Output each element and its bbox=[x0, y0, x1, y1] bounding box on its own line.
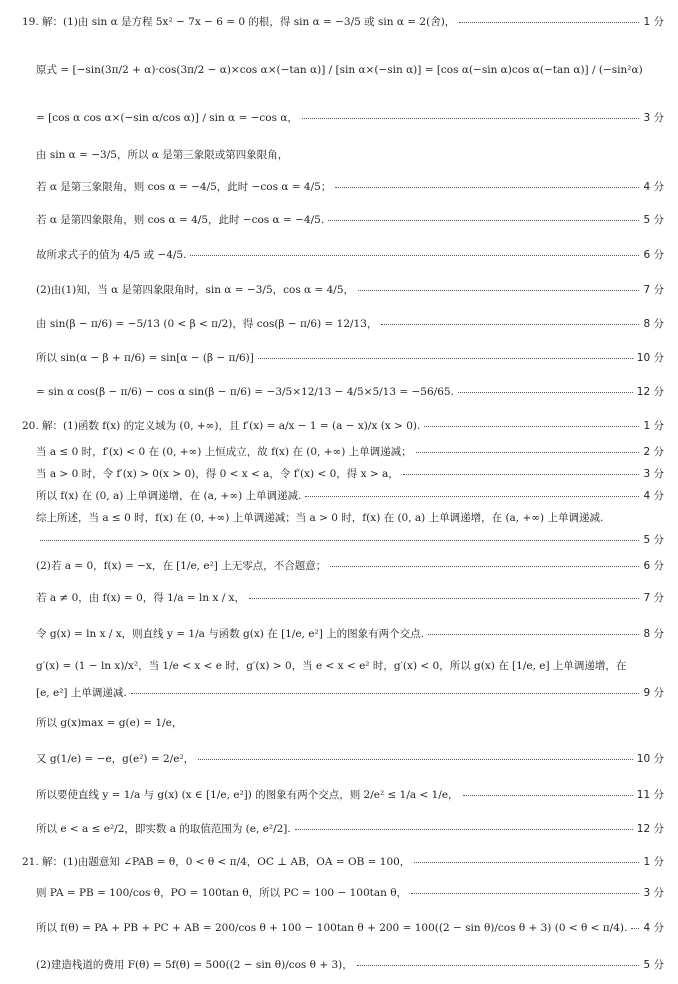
solution-text: 当 a ≤ 0 时，f′(x) < 0 在 (0, +∞) 上恒成立，故 f(x) 在 (0, +∞) 上单调递减； bbox=[36, 446, 412, 458]
solution-line bbox=[36, 316, 664, 331]
score-label: 8 分 bbox=[643, 628, 664, 640]
solution-text: 由 sin α = −3/5，所以 α 是第三象限或第四象限角， bbox=[36, 149, 289, 161]
solution-line bbox=[36, 885, 664, 900]
dotted-leader bbox=[40, 539, 639, 541]
score-label: 7 分 bbox=[643, 592, 664, 604]
solution-line bbox=[36, 147, 664, 162]
dotted-leader bbox=[416, 451, 640, 453]
solution-line bbox=[36, 920, 664, 935]
score-label: 4 分 bbox=[643, 490, 664, 502]
dotted-leader bbox=[328, 219, 639, 221]
solution-text: 所以 f(x) 在 (0, a) 上单调递增，在 (a, +∞) 上单调递减. bbox=[36, 490, 302, 502]
dotted-leader bbox=[357, 964, 640, 966]
dotted-leader bbox=[428, 633, 640, 635]
dotted-leader bbox=[414, 861, 639, 863]
solution-line bbox=[36, 466, 664, 481]
solution-line bbox=[36, 821, 664, 836]
solution-text: 19. 解：(1)由 sin α 是方程 5x² − 7x − 6 = 0 的根，得 sin α = −3/5 或 sin α = 2(舍)， bbox=[22, 16, 456, 28]
dotted-leader bbox=[381, 323, 639, 325]
solution-line bbox=[36, 590, 664, 605]
score-label: 5 分 bbox=[643, 534, 664, 546]
score-label: 2 分 bbox=[643, 446, 664, 458]
solution-text: 若 a ≠ 0，由 f(x) = 0，得 1/a = ln x / x， bbox=[36, 592, 246, 604]
dotted-leader bbox=[302, 117, 640, 119]
solution-line bbox=[36, 685, 664, 700]
solution-text: 若 α 是第三象限角，则 cos α = −4/5，此时 −cos α = 4/5； bbox=[36, 181, 332, 193]
score-label: 1 分 bbox=[643, 16, 664, 28]
solution-line-wide: g′(x) = (1 − ln x)/x²，当 1/e < x < e 时，g′(x) > 0，当 e < x < e² 时，g′(x) < 0，所以 g(x) 在 [1/e, e] 上单调递增，在 bbox=[36, 660, 627, 672]
dotted-leader bbox=[295, 828, 633, 830]
score-label: 12 分 bbox=[636, 823, 664, 835]
score-label: 3 分 bbox=[643, 468, 664, 480]
solution-text: 所以 f(θ) = PA + PB + PC + AB = 200/cos θ + 100 − 100tan θ + 200 = 100((2 − sin θ)/cos θ + 3) (0 < θ < π/4). bbox=[36, 922, 628, 934]
score-label: 9 分 bbox=[643, 687, 664, 699]
solution-line bbox=[22, 418, 664, 433]
solution-line bbox=[22, 854, 664, 869]
dotted-leader bbox=[424, 425, 639, 427]
solution-line bbox=[36, 282, 664, 297]
solution-text: (2)建造栈道的费用 F(θ) = 5f(θ) = 500((2 − sin θ)/cos θ + 3)， bbox=[36, 959, 353, 971]
solution-text: 当 a > 0 时，令 f′(x) > 0(x > 0)，得 0 < x < a，令 f′(x) < 0，得 x > a， bbox=[36, 468, 399, 480]
dotted-leader bbox=[631, 927, 639, 929]
score-label: 1 分 bbox=[643, 856, 664, 868]
solution-text: 所以 e < a ≤ e²/2，即实数 a 的取值范围为 (e, e²/2]. bbox=[36, 823, 291, 835]
dotted-leader bbox=[190, 254, 639, 256]
solution-text: = sin α cos(β − π/6) − cos α sin(β − π/6) = −3/5×12/13 − 4/5×5/13 = −56/65. bbox=[36, 385, 454, 398]
score-label: 3 分 bbox=[643, 112, 664, 124]
dotted-leader bbox=[330, 565, 639, 567]
solution-text: 则 PA = PB = 100/cos θ，PO = 100tan θ，所以 PC = 100 − 100tan θ， bbox=[36, 887, 408, 899]
solution-text: 原式 = [−sin(3π/2 + α)·cos(3π/2 − α)×cos α×(−tan α)] / [sin α×(−sin α)] = [cos α(−sin α)cos α(−tan α)] / (−sin²α) bbox=[36, 64, 643, 76]
solution-line bbox=[36, 350, 664, 365]
solution-line bbox=[36, 626, 664, 641]
dotted-leader bbox=[249, 597, 639, 599]
score-label: 10 分 bbox=[636, 352, 664, 364]
score-label: 1 分 bbox=[643, 420, 664, 432]
score-label: 4 分 bbox=[643, 922, 664, 934]
solution-text: (2)若 a = 0，f(x) = −x，在 [1/e, e²] 上无零点，不合题意； bbox=[36, 560, 327, 572]
score-label: 5 分 bbox=[643, 214, 664, 226]
score-label: 12 分 bbox=[636, 386, 664, 398]
score-label: 10 分 bbox=[636, 753, 664, 765]
dotted-leader bbox=[411, 892, 639, 894]
score-label: 7 分 bbox=[643, 284, 664, 296]
dotted-leader bbox=[459, 21, 639, 23]
dotted-leader bbox=[258, 357, 633, 359]
score-label: 11 分 bbox=[636, 789, 664, 801]
solution-text: (2)由(1)知，当 α 是第四象限角时，sin α = −3/5，cos α = 4/5， bbox=[36, 284, 355, 296]
solution-line bbox=[36, 62, 664, 77]
dotted-leader bbox=[335, 186, 639, 188]
solution-line bbox=[22, 14, 664, 29]
solution-line bbox=[36, 957, 664, 972]
solution-text: [e, e²] 上单调递减. bbox=[36, 687, 127, 699]
solution-line bbox=[36, 787, 664, 802]
score-label: 6 分 bbox=[643, 560, 664, 572]
solution-line-wide: 综上所述，当 a ≤ 0 时，f(x) 在 (0, +∞) 上单调递减；当 a > 0 时，f(x) 在 (0, a) 上单调递增，在 (a, +∞) 上单调递减. bbox=[36, 512, 604, 524]
dotted-leader bbox=[358, 289, 639, 291]
dotted-leader bbox=[198, 758, 633, 760]
solution-line bbox=[36, 532, 664, 547]
solution-text: 故所求式子的值为 4/5 或 −4/5. bbox=[36, 249, 187, 261]
solution-line bbox=[36, 110, 664, 125]
solution-text: 又 g(1/e) = −e，g(e²) = 2/e²， bbox=[36, 753, 195, 765]
score-label: 6 分 bbox=[643, 249, 664, 261]
dotted-leader bbox=[463, 794, 633, 796]
solution-text: 所以 g(x)max = g(e) = 1/e， bbox=[36, 717, 183, 729]
solution-text: 由 sin(β − π/6) = −5/13 (0 < β < π/2)，得 cos(β − π/6) = 12/13， bbox=[36, 318, 378, 330]
solution-text: 若 α 是第四象限角，则 cos α = 4/5，此时 −cos α = −4/5. bbox=[36, 214, 325, 226]
score-label: 3 分 bbox=[643, 887, 664, 899]
solution-text: = [cos α cos α×(−sin α/cos α)] / sin α = −cos α， bbox=[36, 112, 298, 124]
solution-line bbox=[36, 384, 664, 399]
solution-line bbox=[36, 715, 664, 730]
solution-line bbox=[36, 179, 664, 194]
solution-line bbox=[36, 488, 664, 503]
solution-text: 所以要使直线 y = 1/a 与 g(x) (x ∈ [1/e, e²]) 的图象有两个交点，则 2/e² ≤ 1/a < 1/e， bbox=[36, 789, 459, 801]
solution-text: 21. 解：(1)由题意知 ∠PAB = θ，0 < θ < π/4，OC ⊥ AB，OA = OB = 100， bbox=[22, 856, 411, 868]
dotted-leader bbox=[131, 692, 640, 694]
score-label: 4 分 bbox=[643, 181, 664, 193]
dotted-leader bbox=[458, 391, 633, 393]
solution-text: 所以 sin(α − β + π/6) = sin[α − (β − π/6)] bbox=[36, 352, 254, 364]
solution-text: 20. 解：(1)函数 f(x) 的定义域为 (0, +∞)，且 f′(x) = a/x − 1 = (a − x)/x (x > 0). bbox=[22, 420, 421, 432]
solution-text: 令 g(x) = ln x / x，则直线 y = 1/a 与函数 g(x) 在 [1/e, e²] 上的图象有两个交点. bbox=[36, 628, 424, 640]
dotted-leader bbox=[403, 473, 640, 475]
solution-line bbox=[36, 247, 664, 262]
score-label: 5 分 bbox=[643, 959, 664, 971]
dotted-leader bbox=[305, 495, 639, 497]
solution-line bbox=[36, 558, 664, 573]
solution-line bbox=[36, 212, 664, 227]
score-label: 8 分 bbox=[643, 318, 664, 330]
solution-line bbox=[36, 444, 664, 459]
solution-line bbox=[36, 751, 664, 766]
